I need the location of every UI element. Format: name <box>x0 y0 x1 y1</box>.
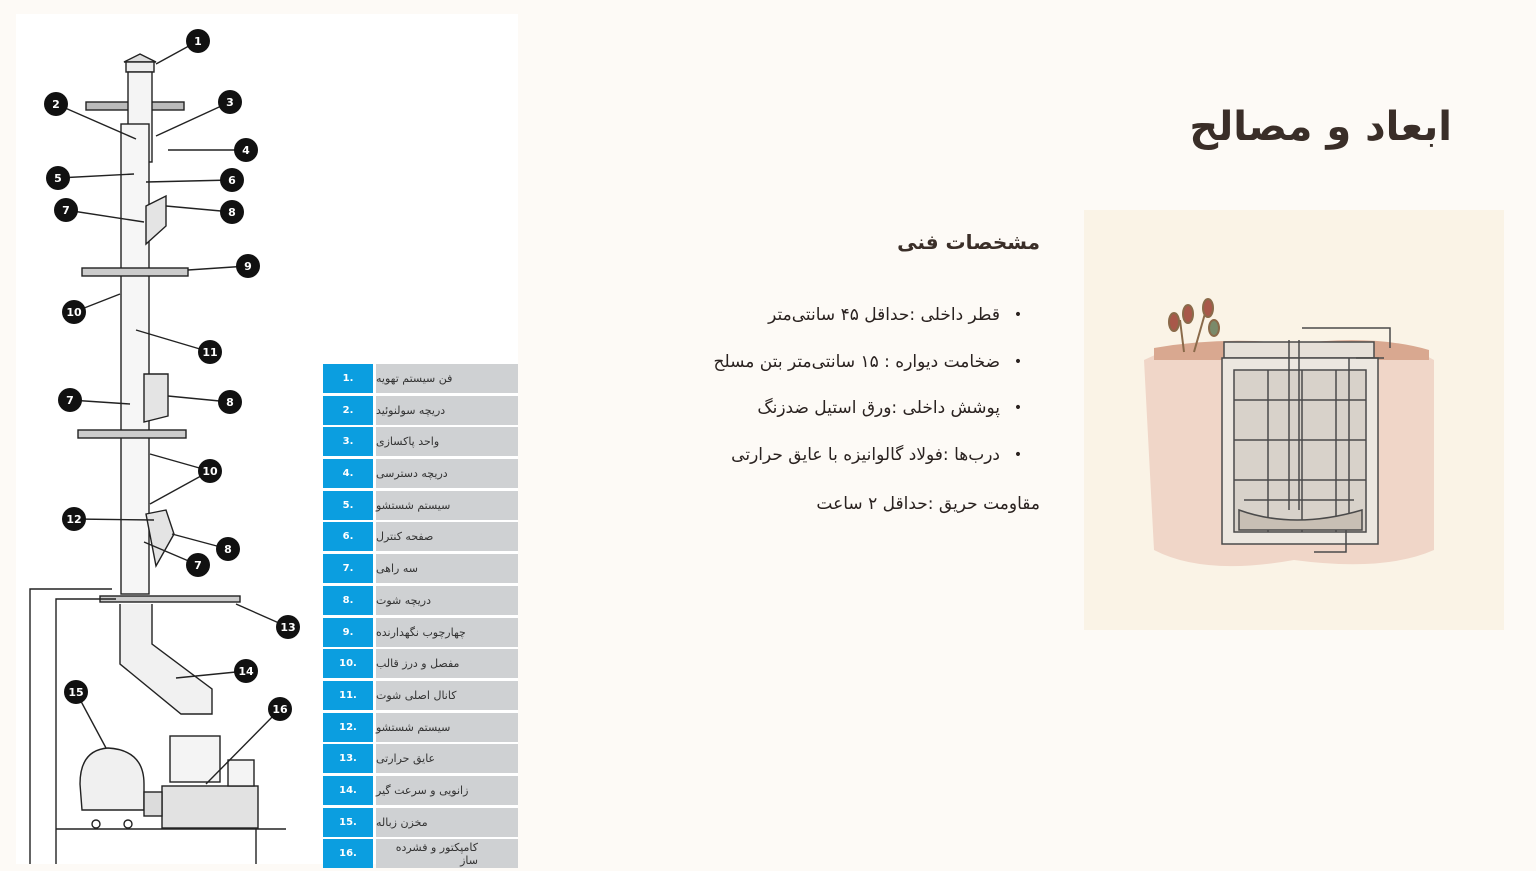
callout-number: 1 <box>194 35 202 48</box>
spec-text: درب‌ها :فولاد گالوانیزه با عایق حرارتی <box>731 444 1000 465</box>
underground-tank-illustration <box>1084 210 1504 630</box>
legend-row <box>323 776 518 805</box>
legend-row <box>323 396 518 425</box>
legend-number: 1. <box>323 364 373 393</box>
spec-list <box>556 292 1036 478</box>
spec-item <box>556 292 1036 339</box>
legend-label: سیستم شستشو <box>376 491 518 520</box>
diagram-callout-7 <box>58 388 82 412</box>
legend-number: 8. <box>323 586 373 615</box>
diagram-callout-13 <box>276 615 300 639</box>
legend-number: 5. <box>323 491 373 520</box>
legend-row <box>323 586 518 615</box>
legend-row <box>323 618 518 647</box>
legend-number: 14. <box>323 776 373 805</box>
legend-row <box>323 554 518 583</box>
legend-number: 9. <box>323 618 373 647</box>
callout-number: 16 <box>272 703 288 716</box>
callout-number: 8 <box>226 396 234 409</box>
diagram-callout-1 <box>186 29 210 53</box>
legend-label: زانویی و سرعت گیر <box>376 776 518 805</box>
diagram-callout-6 <box>220 168 244 192</box>
legend-label: دریچه سولنوئید <box>376 396 518 425</box>
callout-number: 2 <box>52 98 60 111</box>
legend-number: 12. <box>323 713 373 742</box>
callout-number: 11 <box>202 346 218 359</box>
diagram-callout-7 <box>54 198 78 222</box>
legend-row <box>323 522 518 551</box>
callout-number: 6 <box>228 174 236 187</box>
diagram-callout-7 <box>186 553 210 577</box>
legend-table <box>323 364 518 871</box>
legend-label: مخزن زباله <box>376 808 518 837</box>
diagram-callout-16 <box>268 697 292 721</box>
legend-number: 13. <box>323 744 373 773</box>
spec-item <box>556 385 1036 432</box>
garbage-chute-diagram <box>16 14 316 864</box>
callout-number: 7 <box>62 204 70 217</box>
legend-number: 15. <box>323 808 373 837</box>
callout-number: 10 <box>202 465 218 478</box>
legend-row <box>323 649 518 678</box>
legend-row <box>323 427 518 456</box>
legend-number: 10. <box>323 649 373 678</box>
diagram-callout-9 <box>236 254 260 278</box>
legend-label: صفحه کنترل <box>376 522 518 551</box>
callout-number: 12 <box>66 513 82 526</box>
page-title: ابعاد و مصالح <box>1189 104 1452 150</box>
spec-item <box>556 432 1036 479</box>
legend-label: کانال اصلی شوت <box>376 681 518 710</box>
callout-number: 14 <box>238 665 254 678</box>
diagram-callout-5 <box>46 166 70 190</box>
fire-resistance-text: مقاومت حریق :حداقل ۲ ساعت <box>816 494 1040 514</box>
diagram-callout-8 <box>218 390 242 414</box>
diagram-callout-14 <box>234 659 258 683</box>
diagram-callout-10 <box>62 300 86 324</box>
diagram-callout-12 <box>62 507 86 531</box>
spec-text: ضخامت دیواره : ۱۵ سانتی‌متر بتن مسلح <box>713 351 1000 372</box>
legend-row <box>323 713 518 742</box>
legend-label: دریچه دسترسی <box>376 459 518 488</box>
callout-number: 15 <box>68 686 84 699</box>
bullet-icon: • <box>1013 446 1023 463</box>
callout-number: 3 <box>226 96 234 109</box>
diagram-callout-10 <box>198 459 222 483</box>
callout-number: 7 <box>66 394 74 407</box>
spec-item <box>556 339 1036 386</box>
legend-label: چهارچوب نگهدارنده <box>376 618 518 647</box>
diagram-callout-8 <box>220 200 244 224</box>
legend-label: واحد پاکسازی <box>376 427 518 456</box>
legend-number: 16. <box>323 839 373 868</box>
legend-row <box>323 744 518 773</box>
legend-row <box>323 459 518 488</box>
legend-number: 2. <box>323 396 373 425</box>
tank-cross-section-image <box>1084 210 1504 630</box>
legend-number: 6. <box>323 522 373 551</box>
diagram-callout-2 <box>44 92 68 116</box>
legend-row <box>323 364 518 393</box>
callout-number: 8 <box>224 543 232 556</box>
callout-number: 9 <box>244 260 252 273</box>
diagram-callout-4 <box>234 138 258 162</box>
legend-row <box>323 808 518 837</box>
bullet-icon: • <box>1013 307 1023 324</box>
legend-label: کامپکتور و فشرده ساز <box>376 839 518 868</box>
bullet-icon: • <box>1013 400 1023 417</box>
section-subtitle: مشخصات فنی <box>897 230 1040 254</box>
legend-row <box>323 681 518 710</box>
diagram-callout-15 <box>64 680 88 704</box>
legend-row <box>323 491 518 520</box>
legend-label: سیستم شستشو <box>376 713 518 742</box>
legend-number: 3. <box>323 427 373 456</box>
spec-text: پوشش داخلی :ورق استیل ضدزنگ <box>757 398 1000 419</box>
chute-diagram-panel <box>16 14 518 867</box>
legend-label: فن سیستم تهویه <box>376 364 518 393</box>
spec-text: قطر داخلی :حداقل ۴۵ سانتی‌متر <box>768 305 1000 326</box>
diagram-callout-3 <box>218 90 242 114</box>
diagram-callout-8 <box>216 537 240 561</box>
bullet-icon: • <box>1013 353 1023 370</box>
callout-number: 4 <box>242 144 250 157</box>
diagram-callout-11 <box>198 340 222 364</box>
callout-number: 10 <box>66 306 82 319</box>
legend-number: 7. <box>323 554 373 583</box>
callout-number: 5 <box>54 172 62 185</box>
legend-label: عایق حرارتی <box>376 744 518 773</box>
legend-label: سه راهی <box>376 554 518 583</box>
legend-label: مفصل و درز قالب <box>376 649 518 678</box>
callout-number: 8 <box>228 206 236 219</box>
legend-number: 4. <box>323 459 373 488</box>
callout-number: 7 <box>194 559 202 572</box>
legend-number: 11. <box>323 681 373 710</box>
callout-number: 13 <box>280 621 296 634</box>
legend-label: دریچه شوت <box>376 586 518 615</box>
